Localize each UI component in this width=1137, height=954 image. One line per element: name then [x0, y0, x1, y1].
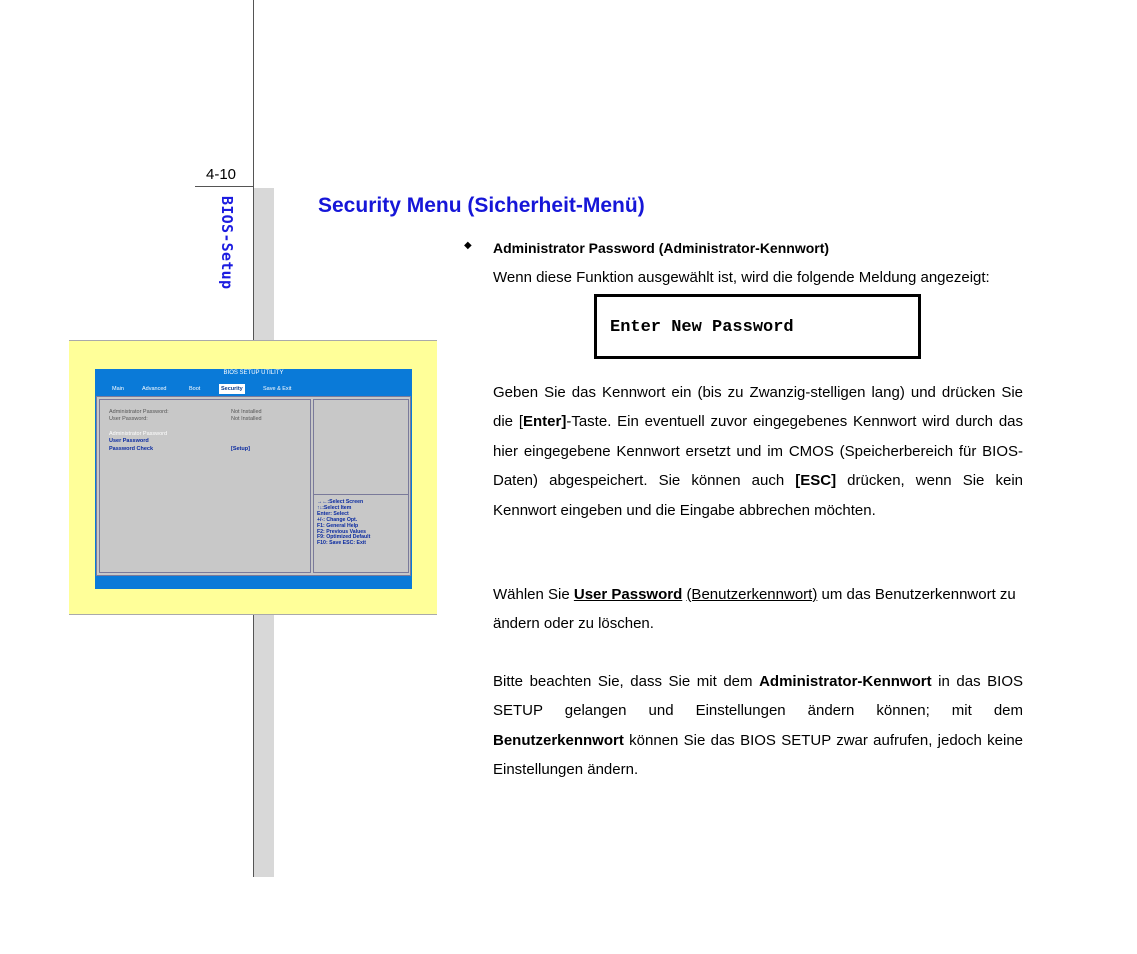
bios-tab-security[interactable]: Security [221, 386, 243, 392]
text-run-bold: [ESC] [795, 472, 837, 490]
text-run: können Sie das BIOS SETUP zwar aufrufen, jedoch keine Einstellungen ändern. [493, 731, 1023, 779]
paragraph-user-password [493, 580, 1038, 639]
bios-help-line: Enter: Select [317, 510, 349, 517]
bios-admin-password-status: Not Installed [231, 409, 262, 415]
text-run-bold-underlined: User Password [573, 586, 683, 603]
bios-screenshot [95, 369, 412, 589]
text-run: Bitte beachten Sie, dass Sie mit dem [493, 673, 760, 690]
bios-settings-pane [99, 399, 311, 573]
text-run: in das BIOS SETUP gelangen und Einstellungen ändern können; mit dem [493, 673, 1023, 720]
margin-strip-top [254, 188, 274, 340]
bios-tab-save-exit[interactable]: Save & Exit [263, 386, 292, 392]
bios-key-help [317, 500, 370, 547]
bios-help-line: F9: Optimized Default [317, 534, 371, 541]
bios-body [96, 396, 411, 576]
text-run-bold: Benutzerkennwort [493, 731, 624, 749]
bios-user-password-status: Not Installed [231, 416, 262, 422]
bios-password-check-value[interactable]: [Setup] [231, 446, 250, 452]
bios-menu-item-admin-password[interactable]: Administrator Password [109, 431, 168, 437]
text-run: um das Benutzerkennwort zu ändern oder zu löschen. [493, 586, 1016, 633]
bios-title: BIOS SETUP UTILITY [223, 370, 284, 376]
bios-tab-bar [95, 384, 412, 394]
text-run: -Taste. Ein eventuell zuvor eingegebenes Kennwort wird durch das hier eingegebene Kennwort ersetzt und im CMOS (Speicherbereich für BIOS-Daten) abgespeichert. Sie können auch [493, 413, 1024, 490]
bios-help-pane [313, 399, 409, 573]
bios-menu-item-password-check[interactable]: Password Check [109, 446, 154, 452]
password-prompt-box [594, 294, 921, 359]
margin-strip-bottom [254, 615, 274, 877]
bios-tab-advanced[interactable]: Advanced [142, 386, 167, 392]
bios-help-divider [314, 494, 408, 495]
chapter-side-label: BIOS-Setup [218, 196, 236, 290]
text-run: Geben Sie das Kennwort ein (bis zu Zwanzig-stelligen lang) und drücken Sie die [ [493, 384, 1023, 431]
sub-heading: Administrator Password (Administrator-Kennwort) [493, 240, 830, 256]
text-run-underlined: (Benutzerkennwort) [686, 586, 818, 603]
bios-user-password-label: User Password: [109, 416, 148, 422]
page-number: 4-10 [206, 166, 237, 183]
bios-help-line: F2: Previous Values [317, 528, 367, 535]
bios-menu-item-user-password[interactable]: User Password [109, 438, 149, 444]
paragraph-enter-password [493, 378, 1023, 525]
bullet-diamond-icon: ◆ [464, 240, 472, 251]
bios-help-line: F10: Save ESC: Exit [317, 540, 367, 547]
password-prompt-text: Enter New Password [610, 318, 794, 337]
text-run: drücken, wenn Sie kein Kennwort eingeben und die Eingabe abbrechen möchten. [493, 472, 1023, 519]
paragraph-password-note [493, 667, 1023, 785]
bios-admin-password-label: Administrator Password: [109, 409, 169, 415]
bios-help-line: +/-: Change Opt. [317, 516, 358, 523]
text-run-bold: Enter] [523, 413, 567, 431]
text-run-bold: Administrator-Kennwort [759, 673, 932, 690]
text-run: Wählen Sie [493, 586, 574, 603]
bios-help-line: F1: General Help [317, 522, 359, 529]
intro-text: Wenn diese Funktion ausgewählt ist, wird die folgende Meldung angezeigt: [493, 269, 990, 286]
bios-tab-main[interactable]: Main [112, 386, 124, 392]
bios-help-line: →←:Select Screen [317, 499, 364, 505]
bios-tab-boot[interactable]: Boot [189, 386, 201, 392]
page-number-rule [195, 186, 253, 187]
bios-help-line: ↑↓:Select Item [317, 504, 352, 511]
section-heading: Security Menu (Sicherheit-Menü) [318, 194, 645, 217]
